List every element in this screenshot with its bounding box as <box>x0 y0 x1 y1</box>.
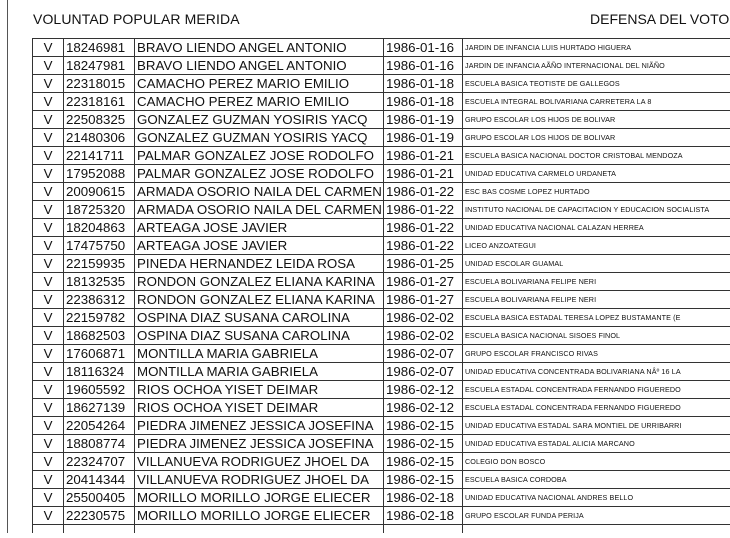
id-number-cell: 17475750 <box>64 237 135 255</box>
voter-table-container <box>32 38 730 538</box>
full-name-cell: PIEDRA JIMENEZ JESSICA JOSEFINA <box>135 435 384 453</box>
id-number-cell: 18247981 <box>64 57 135 75</box>
voting-center-cell: GRUPO ESCOLAR LOS HIJOS DE BOLIVAR <box>463 129 730 147</box>
full-name-cell: ARTEAGA JOSE JAVIER <box>135 219 384 237</box>
table-row <box>33 309 730 327</box>
table-row <box>33 417 730 435</box>
birth-date-cell: 1986-01-27 <box>384 273 463 291</box>
voting-center-cell: UNIDAD EDUCATIVA CARMELO URDANETA <box>463 165 730 183</box>
nationality-cell: V <box>33 273 64 291</box>
table-row <box>33 327 730 345</box>
voting-center-cell: GRUPO ESCOLAR LOS HIJOS DE BOLIVAR <box>463 111 730 129</box>
table-row <box>33 165 730 183</box>
id-number-cell: 22386312 <box>64 291 135 309</box>
nationality-cell: V <box>33 291 64 309</box>
nationality-cell: V <box>33 255 64 273</box>
voter-table <box>32 38 730 538</box>
full-name-cell: OSPINA DIAZ SUSANA CAROLINA <box>135 309 384 327</box>
table-row <box>33 291 730 309</box>
table-row <box>33 435 730 453</box>
birth-date-cell: 1986-01-22 <box>384 219 463 237</box>
full-name-cell: BRAVO LIENDO ANGEL ANTONIO <box>135 39 384 57</box>
birth-date-cell: 1986-01-22 <box>384 237 463 255</box>
full-name-cell: RONDON GONZALEZ ELIANA KARINA <box>135 273 384 291</box>
birth-date-cell: 1986-01-27 <box>384 291 463 309</box>
birth-date-cell: 1986-01-16 <box>384 57 463 75</box>
voting-center-cell: ESCUELA ESTADAL CONCENTRADA FERNANDO FIGUEREDO <box>463 381 730 399</box>
nationality-cell: V <box>33 489 64 507</box>
id-number-cell: 22054264 <box>64 417 135 435</box>
nationality-cell: V <box>33 417 64 435</box>
birth-date-cell: 1986-02-15 <box>384 453 463 471</box>
birth-date-cell: 1986-01-19 <box>384 111 463 129</box>
nationality-cell: V <box>33 201 64 219</box>
full-name-cell: CAMACHO PEREZ MARIO EMILIO <box>135 75 384 93</box>
full-name-cell: RIOS OCHOA YISET DEIMAR <box>135 381 384 399</box>
id-number-cell: 22324707 <box>64 453 135 471</box>
voting-center-cell: JARDIN DE INFANCIA AÃÑO INTERNACIONAL DEL NIÃÑO <box>463 57 730 75</box>
table-row <box>33 381 730 399</box>
id-number-cell: 22159782 <box>64 309 135 327</box>
nationality-cell: V <box>33 237 64 255</box>
full-name-cell: BRAVO LIENDO ANGEL ANTONIO <box>135 57 384 75</box>
id-number-cell: 21480306 <box>64 129 135 147</box>
nationality-cell: V <box>33 111 64 129</box>
birth-date-cell: 1986-02-12 <box>384 399 463 417</box>
full-name-cell: MORILLO MORILLO JORGE ELIECER <box>135 489 384 507</box>
birth-date-cell: 1986-02-02 <box>384 309 463 327</box>
full-name-cell: GONZALEZ GUZMAN YOSIRIS YACQ <box>135 111 384 129</box>
id-number-cell: 22159935 <box>64 255 135 273</box>
nationality-cell: V <box>33 309 64 327</box>
id-number-cell: 25500405 <box>64 489 135 507</box>
nationality-cell: V <box>33 471 64 489</box>
birth-date-cell: 1986-02-07 <box>384 363 463 381</box>
voting-center-cell: ESC BAS COSME LOPEZ HURTADO <box>463 183 730 201</box>
full-name-cell: PIEDRA JIMENEZ JESSICA JOSEFINA <box>135 417 384 435</box>
table-row <box>33 399 730 417</box>
birth-date-cell: 1986-01-22 <box>384 201 463 219</box>
full-name-cell: PALMAR GONZALEZ JOSE RODOLFO <box>135 165 384 183</box>
voting-center-cell: ESCUELA BASICA CORDOBA <box>463 471 730 489</box>
nationality-cell: V <box>33 147 64 165</box>
voting-center-cell: ESCUELA BASICA ESTADAL TERESA LOPEZ BUSTAMANTE (E <box>463 309 730 327</box>
voting-center-cell: UNIDAD EDUCATIVA CONCENTRADA BOLIVARIANA NÂº 16 LA <box>463 363 730 381</box>
table-row <box>33 93 730 111</box>
table-row <box>33 489 730 507</box>
birth-date-cell: 1986-01-16 <box>384 39 463 57</box>
page-left-border <box>7 0 8 538</box>
nationality-cell: V <box>33 219 64 237</box>
full-name-cell: PALMAR GONZALEZ JOSE RODOLFO <box>135 147 384 165</box>
full-name-cell: ARMADA OSORIO NAILA DEL CARMEN <box>135 201 384 219</box>
table-row <box>33 147 730 165</box>
table-row <box>33 111 730 129</box>
full-name-cell: VILLANUEVA RODRIGUEZ JHOEL DA <box>135 471 384 489</box>
table-row <box>33 183 730 201</box>
voting-center-cell: GRUPO ESCOLAR FRANCISCO RIVAS <box>463 345 730 363</box>
birth-date-cell: 1986-01-18 <box>384 75 463 93</box>
table-row <box>33 453 730 471</box>
nationality-cell: V <box>33 75 64 93</box>
voting-center-cell: UNIDAD EDUCATIVA ESTADAL SARA MONTIEL DE URRIBARRI <box>463 417 730 435</box>
voting-center-cell: ESCUELA BOLIVARIANA FELIPE NERI <box>463 291 730 309</box>
table-row <box>33 129 730 147</box>
id-number-cell: 22318015 <box>64 75 135 93</box>
birth-date-cell: 1986-02-15 <box>384 435 463 453</box>
table-row <box>33 273 730 291</box>
page-header <box>0 8 730 30</box>
voting-center-cell: ESCUELA ESTADAL CONCENTRADA FERNANDO FIGUEREDO <box>463 399 730 417</box>
full-name-cell: RONDON GONZALEZ ELIANA KARINA <box>135 291 384 309</box>
nationality-cell: V <box>33 381 64 399</box>
voting-center-cell: UNIDAD EDUCATIVA ESTADAL ALICIA MARCANO <box>463 435 730 453</box>
table-row <box>33 255 730 273</box>
table-row <box>33 237 730 255</box>
full-name-cell: PINEDA HERNANDEZ LEIDA ROSA <box>135 255 384 273</box>
birth-date-cell: 1986-02-07 <box>384 345 463 363</box>
id-number-cell: 18204863 <box>64 219 135 237</box>
table-row <box>33 201 730 219</box>
table-row <box>33 471 730 489</box>
id-number-cell: 22508325 <box>64 111 135 129</box>
voting-center-cell: ESCUELA BASICA NACIONAL SISOES FINOL <box>463 327 730 345</box>
birth-date-cell: 1986-01-22 <box>384 183 463 201</box>
nationality-cell: V <box>33 435 64 453</box>
full-name-cell: ARMADA OSORIO NAILA DEL CARMEN <box>135 183 384 201</box>
birth-date-cell: 1986-01-18 <box>384 93 463 111</box>
table-row <box>33 39 730 57</box>
full-name-cell: GONZALEZ GUZMAN YOSIRIS YACQ <box>135 129 384 147</box>
id-number-cell: 18682503 <box>64 327 135 345</box>
id-number-cell: 22230575 <box>64 507 135 525</box>
id-number-cell: 20414344 <box>64 471 135 489</box>
voting-center-cell: LICEO ANZOATEGUI <box>463 237 730 255</box>
table-row <box>33 363 730 381</box>
id-number-cell: 17952088 <box>64 165 135 183</box>
id-number-cell: 18627139 <box>64 399 135 417</box>
table-row <box>33 57 730 75</box>
nationality-cell: V <box>33 345 64 363</box>
page-bottom-edge <box>0 533 730 538</box>
nationality-cell: V <box>33 363 64 381</box>
id-number-cell: 18808774 <box>64 435 135 453</box>
full-name-cell: CAMACHO PEREZ MARIO EMILIO <box>135 93 384 111</box>
nationality-cell: V <box>33 39 64 57</box>
voting-center-cell: UNIDAD EDUCATIVA NACIONAL CALAZAN HERREA <box>463 219 730 237</box>
id-number-cell: 18132535 <box>64 273 135 291</box>
full-name-cell: MONTILLA MARIA GABRIELA <box>135 345 384 363</box>
full-name-cell: ARTEAGA JOSE JAVIER <box>135 237 384 255</box>
nationality-cell: V <box>33 453 64 471</box>
nationality-cell: V <box>33 57 64 75</box>
birth-date-cell: 1986-02-12 <box>384 381 463 399</box>
header-title: DEFENSA DEL VOTO <box>590 11 730 27</box>
birth-date-cell: 1986-02-18 <box>384 507 463 525</box>
voting-center-cell: ESCUELA INTEGRAL BOLIVARIANA CARRETERA LA 8 <box>463 93 730 111</box>
table-row <box>33 75 730 93</box>
full-name-cell: RIOS OCHOA YISET DEIMAR <box>135 399 384 417</box>
voting-center-cell: INSTITUTO NACIONAL DE CAPACITACION Y EDUCACION SOCIALISTA <box>463 201 730 219</box>
id-number-cell: 18246981 <box>64 39 135 57</box>
birth-date-cell: 1986-02-02 <box>384 327 463 345</box>
nationality-cell: V <box>33 93 64 111</box>
id-number-cell: 17606871 <box>64 345 135 363</box>
voting-center-cell: COLEGIO DON BOSCO <box>463 453 730 471</box>
header-organization: VOLUNTAD POPULAR MERIDA <box>33 11 240 27</box>
id-number-cell: 22141711 <box>64 147 135 165</box>
voting-center-cell: JARDIN DE INFANCIA LUIS HURTADO HIGUERA <box>463 39 730 57</box>
birth-date-cell: 1986-02-15 <box>384 417 463 435</box>
full-name-cell: VILLANUEVA RODRIGUEZ JHOEL DA <box>135 453 384 471</box>
id-number-cell: 20090615 <box>64 183 135 201</box>
id-number-cell: 22318161 <box>64 93 135 111</box>
nationality-cell: V <box>33 327 64 345</box>
nationality-cell: V <box>33 183 64 201</box>
voter-table-body <box>33 39 730 538</box>
birth-date-cell: 1986-01-25 <box>384 255 463 273</box>
full-name-cell: MORILLO MORILLO JORGE ELIECER <box>135 507 384 525</box>
voting-center-cell: UNIDAD ESCOLAR GUAMAL <box>463 255 730 273</box>
birth-date-cell: 1986-01-21 <box>384 165 463 183</box>
table-row <box>33 219 730 237</box>
birth-date-cell: 1986-01-19 <box>384 129 463 147</box>
voting-center-cell: ESCUELA BASICA NACIONAL DOCTOR CRISTOBAL MENDOZA <box>463 147 730 165</box>
nationality-cell: V <box>33 129 64 147</box>
voting-center-cell: ESCUELA BASICA TEOTISTE DE GALLEGOS <box>463 75 730 93</box>
id-number-cell: 19605592 <box>64 381 135 399</box>
voting-center-cell: ESCUELA BOLIVARIANA FELIPE NERI <box>463 273 730 291</box>
id-number-cell: 18116324 <box>64 363 135 381</box>
birth-date-cell: 1986-01-21 <box>384 147 463 165</box>
nationality-cell: V <box>33 165 64 183</box>
full-name-cell: OSPINA DIAZ SUSANA CAROLINA <box>135 327 384 345</box>
birth-date-cell: 1986-02-15 <box>384 471 463 489</box>
nationality-cell: V <box>33 399 64 417</box>
birth-date-cell: 1986-02-18 <box>384 489 463 507</box>
voting-center-cell: UNIDAD EDUCATIVA NACIONAL ANDRES BELLO <box>463 489 730 507</box>
nationality-cell: V <box>33 507 64 525</box>
table-row <box>33 345 730 363</box>
full-name-cell: MONTILLA MARIA GABRIELA <box>135 363 384 381</box>
id-number-cell: 18725320 <box>64 201 135 219</box>
voting-center-cell: GRUPO ESCOLAR FUNDA PERIJA <box>463 507 730 525</box>
table-row <box>33 507 730 525</box>
